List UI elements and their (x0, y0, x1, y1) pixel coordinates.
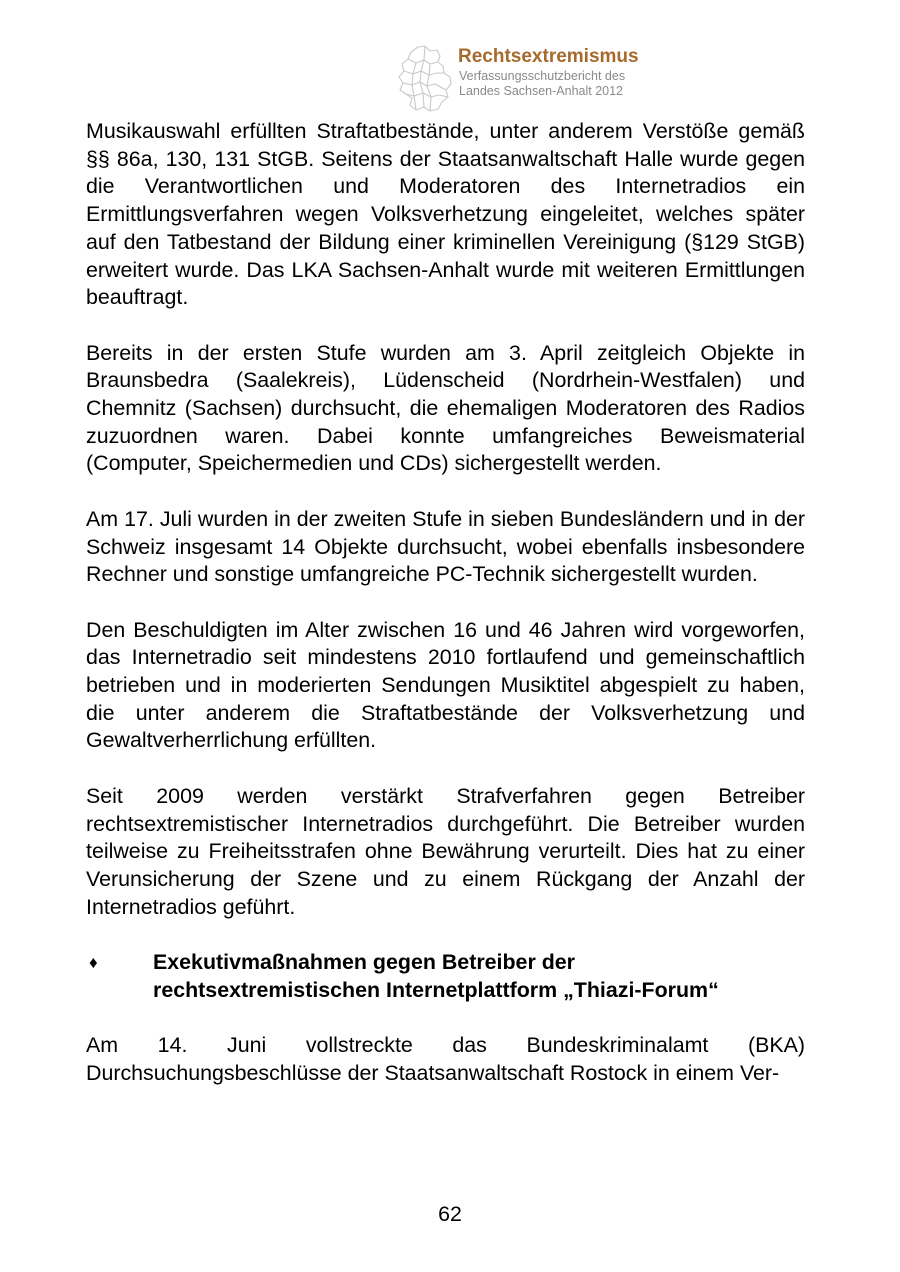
page-number: 62 (438, 1202, 462, 1226)
page-content (86, 118, 805, 1088)
paragraph: Seit 2009 werden verstärkt Strafverfahren gegen Betreiber rechtsextremistischer Internetradios durchgeführt. Die Betreiber wurden teilweise zu Freiheitsstrafen ohne Bewährung verurteilt. Dies hat zu einer Verunsicherung der Szene und zu einem Rückgang der Anzahl der Internetradios geführt. (86, 783, 805, 919)
header-subtitle-line2: Landes Sachsen-Anhalt 2012 (459, 84, 624, 98)
header-subtitle-line1: Verfassungsschutzbericht des (459, 69, 626, 83)
section-heading (86, 949, 805, 1004)
page-header (394, 42, 694, 114)
paragraph: Den Beschuldigten im Alter zwischen 16 und 46 Jahren wird vorgeworfen, das Internetradio seit mindestens 2010 fortlaufend und gemeinschaftlich betrieben und in moderierten Sendungen Musiktitel abgespielt zu haben, die unter anderem die Straftatbestände der Volksverhetzung und Gewaltverherrlichung erfüllten. (86, 617, 805, 753)
section-heading-text: Exekutivmaßnahmen gegen Betreiber der rechtsextremistischen Internetplattform „Thiazi-Forum“ (153, 950, 719, 1002)
paragraph: Am 14. Juni vollstreckte das Bundeskriminalamt (BKA) Durchsuchungsbeschlüsse der Staatsanwaltschaft Rostock in einem Ver- (86, 1033, 805, 1085)
saxony-anhalt-map-icon (394, 44, 456, 114)
paragraph: Musikauswahl erfüllten Straftatbestände, unter anderem Verstöße gemäß §§ 86a, 130, 131 StGB. Seitens der Staatsanwaltschaft Halle wurde gegen die Verantwortlichen und Moderatoren des Internetradios ein Ermittlungsverfahren wegen Volksverhetzung eingeleitet, welches später auf den Tatbestand der Bildung einer kriminellen Vereinigung (§129 StGB) erweitert wurde. Das LKA Sachsen-Anhalt wurde mit weiteren Ermittlungen beauftragt. (86, 119, 805, 310)
header-title: Rechtsextremismus (458, 46, 639, 67)
paragraph: Am 17. Juli wurden in der zweiten Stufe in sieben Bundesländern und in der Schweiz insgesamt 14 Objekte durchsucht, wobei ebenfalls insbesondere Rechner und sonstige umfangreiche PC-Technik sichergestellt wurden. (86, 506, 805, 587)
paragraph: Bereits in der ersten Stufe wurden am 3. April zeitgleich Objekte in Braunsbedra (Saalekreis), Lüdenscheid (Nordrhein-Westfalen) und Chemnitz (Sachsen) durchsucht, die ehemaligen Moderatoren des Radios zuzuordnen waren. Dabei konnte umfangreiches Beweismaterial (Computer, Speichermedien und CDs) sichergestellt werden. (86, 340, 805, 476)
diamond-bullet-icon: ♦ (89, 953, 98, 973)
